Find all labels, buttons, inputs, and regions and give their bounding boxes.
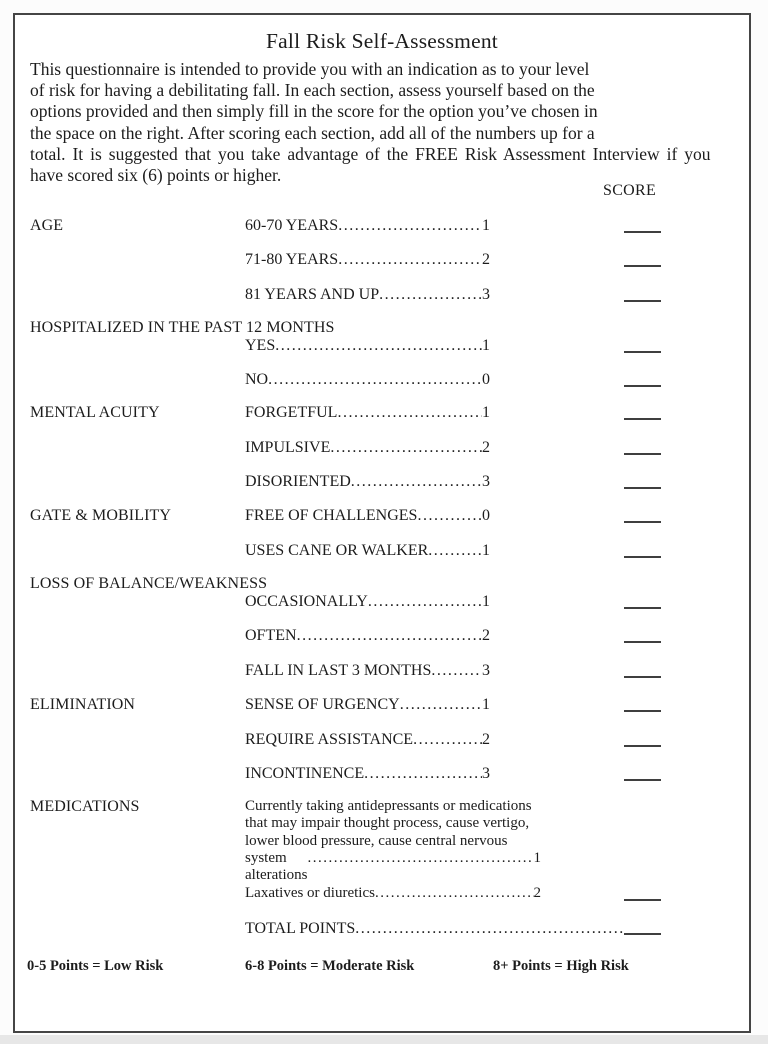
option-points: 1 — [482, 404, 490, 422]
score-blank[interactable] — [624, 745, 661, 747]
dot-leader — [417, 507, 482, 525]
dot-leader — [297, 627, 482, 645]
option-row-mental-disoriented — [15, 473, 749, 507]
option-points: 2 — [533, 885, 541, 902]
option-row-balance-often — [15, 627, 749, 661]
form-body — [15, 217, 749, 982]
score-column-header: SCORE — [603, 182, 657, 200]
dot-leader — [307, 850, 533, 867]
score-blank[interactable] — [624, 300, 661, 302]
option-points: 3 — [482, 285, 490, 303]
medication-text-line: Currently taking antidepressants or medications — [245, 798, 532, 815]
option-points: 1 — [482, 593, 490, 611]
score-blank[interactable] — [624, 556, 661, 558]
dot-leader — [375, 885, 534, 902]
section-label-gate-mobility: GATE & MOBILITY — [30, 507, 172, 525]
intro-paragraph — [30, 59, 749, 186]
section-label-mental-acuity: MENTAL ACUITY — [30, 404, 160, 422]
intro-line: This questionnaire is intended to provide you with an indication as to your level — [30, 59, 590, 79]
score-blank[interactable] — [624, 521, 661, 523]
intro-line: total. It is suggested that you take advantage of the FREE Risk Assessment Interview if you — [30, 143, 711, 164]
option-row-mental-impulsive — [15, 439, 749, 473]
option-text: SENSE OF URGENCY — [245, 696, 400, 714]
option-line — [245, 371, 490, 389]
total-points-row — [15, 920, 749, 952]
intro-line: have scored six (6) points or higher. — [30, 165, 282, 186]
dot-leader — [337, 404, 482, 422]
dot-leader — [400, 696, 482, 714]
legend-low-risk: 0-5 Points = Low Risk — [27, 957, 164, 974]
option-points: 2 — [482, 627, 490, 645]
option-points: 1 — [482, 541, 490, 559]
option-text: IMPULSIVE — [245, 438, 331, 456]
assessment-page — [13, 13, 751, 1033]
option-line — [245, 404, 490, 422]
dot-leader — [275, 337, 482, 355]
option-text: 81 YEARS AND UP — [245, 285, 380, 303]
option-points: 2 — [482, 438, 490, 456]
score-blank[interactable] — [624, 385, 661, 387]
section-label-loss-of-balance: LOSS OF BALANCE/WEAKNESS — [30, 575, 268, 593]
option-points: 2 — [482, 251, 490, 269]
dot-leader — [364, 765, 482, 783]
dot-leader — [351, 473, 482, 491]
dot-leader — [330, 439, 482, 457]
intro-line: of risk for having a debilitating fall. In each section, assess yourself based on the — [30, 80, 595, 101]
option-text: FORGETFUL — [245, 404, 338, 422]
section-label-elimination: ELIMINATION — [30, 696, 136, 714]
option-line — [245, 251, 490, 269]
option-points: 1 — [482, 336, 490, 354]
medication-text-line: that may impair thought process, cause vertigo, — [245, 815, 530, 832]
dot-leader — [268, 371, 482, 389]
score-blank[interactable] — [624, 418, 661, 420]
option-row-age-71-80 — [15, 251, 749, 285]
score-blank[interactable] — [624, 487, 661, 489]
option-points: 1 — [482, 696, 490, 714]
option-text: Laxatives or diuretics — [245, 885, 375, 902]
dot-leader — [413, 731, 482, 749]
option-line — [245, 439, 490, 457]
total-points-line — [245, 920, 624, 938]
option-line — [245, 473, 490, 491]
score-blank[interactable] — [624, 453, 661, 455]
option-points: 0 — [482, 371, 490, 389]
option-text: DISORIENTED — [245, 473, 351, 491]
option-row-medications-antidepressants — [15, 798, 749, 883]
dot-leader — [428, 542, 482, 560]
option-line — [245, 286, 490, 304]
option-line — [245, 662, 490, 680]
option-line — [245, 542, 490, 560]
dot-leader — [379, 286, 482, 304]
option-text: USES CANE OR WALKER — [245, 541, 429, 559]
option-text: REQUIRE ASSISTANCE — [245, 730, 414, 748]
dot-leader — [338, 251, 482, 269]
option-line — [245, 507, 490, 525]
score-blank[interactable] — [624, 607, 661, 609]
medication-text-line — [245, 850, 541, 884]
option-row-medications-laxatives — [15, 885, 749, 919]
legend-moderate-risk: 6-8 Points = Moderate Risk — [245, 957, 415, 974]
option-row-age-60-70 — [15, 217, 749, 251]
option-text: system alterations — [245, 849, 308, 883]
dot-leader — [355, 920, 624, 938]
score-blank[interactable] — [624, 265, 661, 267]
dot-leader — [338, 217, 482, 235]
scan-edge-shadow — [0, 1035, 768, 1044]
section-label-medications: MEDICATIONS — [30, 798, 140, 816]
option-row-balance-fall — [15, 662, 749, 696]
option-text: INCONTINENCE — [245, 764, 365, 782]
score-blank[interactable] — [624, 676, 661, 678]
option-text: 60-70 YEARS — [245, 216, 339, 234]
score-blank[interactable] — [624, 710, 661, 712]
risk-legend — [15, 952, 749, 982]
total-points-label: TOTAL POINTS — [245, 919, 356, 937]
option-row-hospitalized-no — [15, 371, 749, 404]
option-text: NO — [245, 371, 269, 389]
option-points: 2 — [482, 730, 490, 748]
option-text: 71-80 YEARS — [245, 251, 339, 269]
option-line — [245, 337, 490, 355]
score-blank[interactable] — [624, 641, 661, 643]
option-row-balance-occasionally — [15, 593, 749, 627]
medication-text-line: lower blood pressure, cause central nervous — [245, 832, 508, 849]
option-line — [245, 731, 490, 749]
score-blank[interactable] — [624, 231, 661, 233]
option-line — [245, 885, 541, 902]
dot-leader — [431, 662, 482, 680]
option-points: 3 — [482, 473, 490, 491]
option-points: 0 — [482, 507, 490, 525]
option-line — [245, 627, 490, 645]
option-row-hospitalized-yes — [15, 337, 749, 371]
score-blank[interactable] — [624, 779, 661, 781]
legend-high-risk: 8+ Points = High Risk — [493, 957, 629, 974]
medication-option — [245, 798, 541, 884]
option-text: OCCASIONALLY — [245, 593, 368, 611]
option-text: FALL IN LAST 3 MONTHS — [245, 661, 432, 679]
option-row-elimination-urgency — [15, 696, 749, 730]
option-row-age-81-up — [15, 286, 749, 319]
total-score-blank[interactable] — [624, 933, 661, 935]
page-title: Fall Risk Self-Assessment — [266, 29, 498, 53]
score-blank[interactable] — [624, 351, 661, 353]
option-points: 3 — [482, 661, 490, 679]
section-row-loss-of-balance — [15, 575, 749, 593]
option-line — [245, 217, 490, 235]
option-text: YES — [245, 336, 276, 354]
dot-leader — [368, 593, 482, 611]
score-blank[interactable] — [624, 899, 661, 901]
option-points: 1 — [533, 849, 541, 866]
section-label-hospitalized: HOSPITALIZED IN THE PAST 12 MONTHS — [30, 318, 335, 336]
option-text: FREE OF CHALLENGES — [245, 507, 418, 525]
option-row-mental-forgetful — [15, 404, 749, 438]
option-line — [245, 593, 490, 611]
option-row-gate-free — [15, 507, 749, 541]
option-text: OFTEN — [245, 627, 297, 645]
section-label-age: AGE — [30, 216, 64, 234]
intro-line: options provided and then simply fill in the score for the option you’ve chosen in — [30, 101, 598, 122]
section-row-hospitalized — [15, 319, 749, 337]
option-row-elimination-incontinence — [15, 765, 749, 798]
option-line — [245, 765, 490, 783]
option-row-elimination-assistance — [15, 731, 749, 765]
option-row-gate-cane — [15, 542, 749, 575]
intro-line: the space on the right. After scoring each section, add all of the numbers up for a — [30, 122, 595, 143]
option-points: 1 — [482, 216, 490, 234]
option-points: 3 — [482, 764, 490, 782]
option-line — [245, 696, 490, 714]
